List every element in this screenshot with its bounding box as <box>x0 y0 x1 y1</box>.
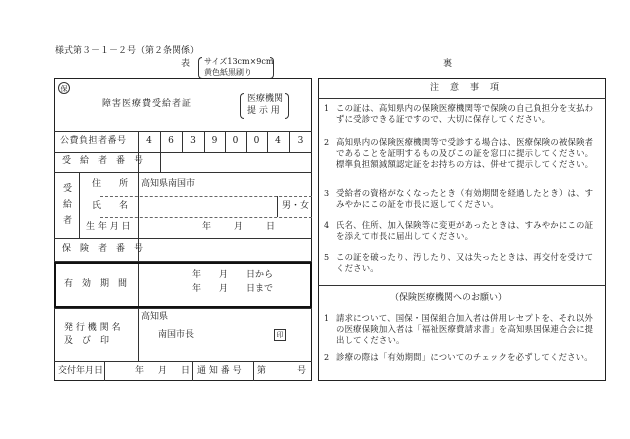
note-2-num: 2 <box>324 138 330 147</box>
payer-digit-2: 6 <box>168 136 174 146</box>
validity-from: 年 月 日から <box>192 270 274 280</box>
issuer-mayor: 南国市長 <box>158 330 195 340</box>
issue-date-label: 交付年月日 <box>58 366 104 376</box>
note-1-text: この証は、高知県内の保険医療機関等で保険の自己負担分を支払わずに受診できる証ですので、大切に保存してください。 <box>336 103 594 124</box>
birth-day: 日 <box>266 222 276 232</box>
size-bracket-left <box>198 57 202 79</box>
notice-prefix: 第 <box>257 366 267 376</box>
issuer-label-line2: 及 び 印 <box>64 336 110 346</box>
presentation-bracket-left <box>240 93 244 119</box>
birth-label: 生 年 月 日 <box>86 222 131 232</box>
validity-to: 年 月 日まで <box>192 284 274 294</box>
front-label: 表 <box>181 59 191 69</box>
address-value: 高知県南国市 <box>141 179 196 189</box>
birth-year: 年 <box>202 222 212 232</box>
note-4-num: 4 <box>324 221 330 230</box>
size-bracket-right <box>270 57 274 79</box>
recipient-number-label: 受 給 者 番 号 <box>62 156 144 166</box>
payer-digit-6: 0 <box>253 136 260 146</box>
request-2-num: 2 <box>324 353 330 362</box>
issuer-prefecture: 高知県 <box>141 312 169 322</box>
request-1-text: 請求について、国保・国保組合加入者は併用レセプトを、それ以外の医療保険加入者は「福祉医療費請求書」を高知県国保連合会に提出してください。 <box>336 313 594 345</box>
presentation-bracket-right <box>285 93 289 119</box>
recipient-vertical-3: 者 <box>63 216 73 226</box>
size-line2: 黄色紙黒刷り <box>204 68 252 77</box>
notice-suffix: 号 <box>297 366 307 376</box>
payer-digit-5: 0 <box>232 136 239 146</box>
note-3-num: 3 <box>324 189 330 198</box>
payer-digit-7: 4 <box>275 136 281 146</box>
insurance-seal-mark: 保 <box>58 82 70 94</box>
birth-month: 月 <box>234 222 244 232</box>
size-line1: サイズ13cm×9cm <box>204 57 274 66</box>
issuer-label-line1: 発 行 機 関 名 <box>64 323 121 333</box>
form-number: 様式第３－１－２号（第２条関係） <box>55 46 200 56</box>
presentation-line1: 医療機関 <box>247 94 284 104</box>
name-label: 氏 名 <box>92 201 129 211</box>
request-1-num: 1 <box>324 314 330 323</box>
payer-digit-3: 3 <box>190 136 196 146</box>
note-2-text: 高知県内の保険医療機関等で受診する場合は、医療保険の被保険者であることを証明するもの及びこの証を窓口に提示してください。標準負担額減額認定証をお持ちの方は、併せて提示してください。 <box>336 137 594 169</box>
sex-value: 男・女 <box>282 201 310 211</box>
note-5-num: 5 <box>324 253 330 262</box>
payer-digit-8: 3 <box>297 136 304 146</box>
issuer-stamp: 印 <box>274 329 286 341</box>
issue-month: 月 <box>158 366 168 376</box>
issue-year: 年 <box>135 366 145 376</box>
recipient-vertical-1: 受 <box>63 184 73 194</box>
notes-title: 注 意 事 項 <box>430 83 501 93</box>
payer-digit-1: 4 <box>146 136 152 146</box>
note-1-num: 1 <box>324 104 330 113</box>
insurer-number-label: 保 険 者 番 号 <box>62 244 144 254</box>
note-3-text: 受給者の資格がなくなったとき（有効期間を経過したとき）は、すみやかにこの証を市長に返してください。 <box>336 188 594 209</box>
payer-digit-4: 9 <box>211 136 218 146</box>
payer-number-label: 公費負担者番号 <box>60 136 127 146</box>
note-4-text: 氏名、住所、加入保険等に変更があったときは、すみやかにこの証を添えて市長に届出してください。 <box>336 220 594 241</box>
recipient-vertical-2: 給 <box>63 200 73 210</box>
back-label: 裏 <box>443 59 453 69</box>
issue-day: 日 <box>181 366 191 376</box>
address-label: 住 所 <box>92 179 129 189</box>
note-5-text: この証を破ったり、汚したり、又は失ったときは、再交付を受けてください。 <box>336 252 594 273</box>
validity-label: 有 効 期 間 <box>64 279 128 289</box>
request-2-text: 診療の際は「有効期間」についてのチェックを必ずしてください。 <box>336 352 593 362</box>
notice-number-label: 通 知 番 号 <box>197 366 242 376</box>
certificate-title: 障害医療費受給者証 <box>102 99 193 109</box>
request-title: （保険医療機関へのお願い） <box>390 293 508 303</box>
presentation-line2: 提 示 用 <box>247 106 280 116</box>
